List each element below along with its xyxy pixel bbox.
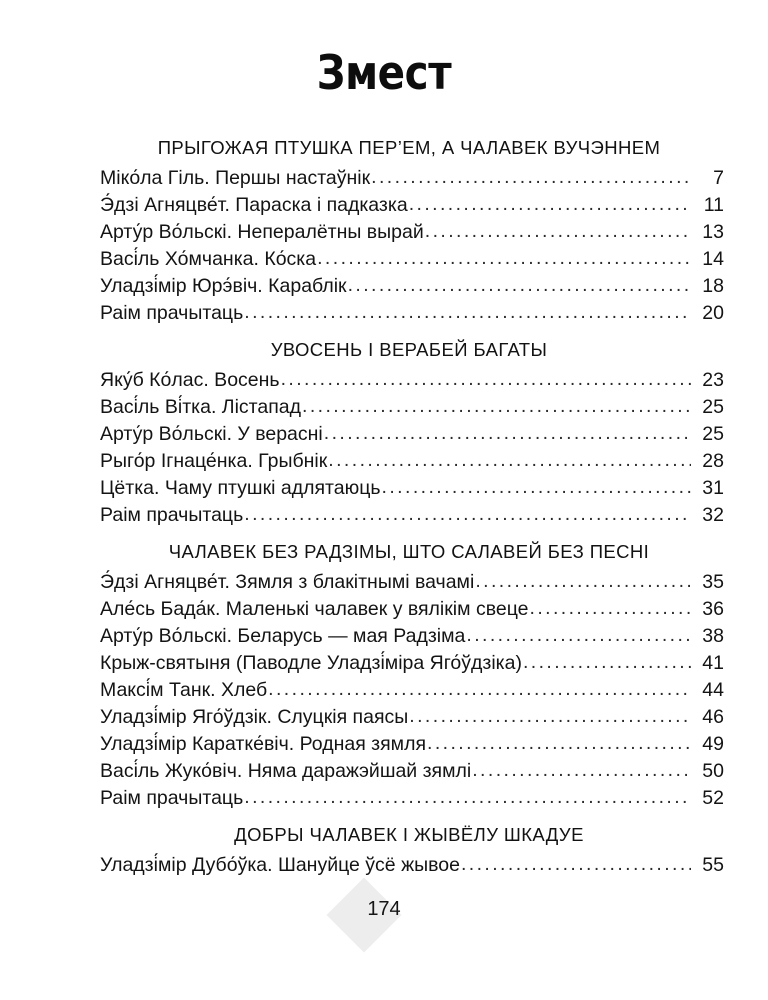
toc-entry-page: 11 (703, 194, 724, 216)
toc-entry-page: 28 (702, 450, 724, 472)
toc-entry-title: Раім прачытаць (100, 787, 244, 809)
toc-entry-title: Рыго́р Ігнаце́нка. Грыбнік (100, 450, 328, 472)
dot-leader (328, 447, 691, 474)
toc-entry[interactable] (100, 502, 724, 529)
toc-entry[interactable] (100, 367, 724, 394)
toc-entry-page: 35 (702, 571, 724, 593)
toc-entry-title: Раім прачытаць (100, 302, 244, 324)
folio-number: 174 (367, 898, 401, 920)
toc-entry-page: 38 (702, 625, 724, 647)
toc-entry-page: 23 (702, 369, 724, 391)
toc-entry-page: 25 (702, 423, 724, 445)
toc-entry-title: Васі́ль Ві́тка. Лістапад (100, 396, 302, 418)
toc-entry-title: Арту́р Во́льскі. У верасні (100, 423, 323, 445)
toc-entry-title: Максі́м Танк. Хлеб (100, 679, 268, 701)
section-header: ЧАЛАВЕК БЕЗ РАДЗІМЫ, ШТО САЛАВЕЙ БЕЗ ПЕСНІ (168, 541, 650, 562)
dot-leader (523, 649, 691, 676)
toc-entry-title: Васі́ль Хо́мчанка. Ко́ска (100, 248, 317, 270)
toc-entry-page: 52 (702, 787, 724, 809)
toc-entry[interactable] (100, 596, 724, 623)
toc-entry[interactable] (100, 273, 724, 300)
section-header: ДОБРЫ ЧАЛАВЕК І ЖЫВЁЛУ ШКАДУЕ (234, 824, 584, 845)
toc-entry-page: 13 (702, 221, 724, 243)
dot-leader (466, 622, 691, 649)
toc-entry-title: Уладзі́мір Юрэ́віч. Караблік (100, 275, 347, 297)
toc-entry-page: 36 (702, 598, 724, 620)
dot-leader (409, 191, 691, 218)
toc-entry-page: 44 (702, 679, 724, 701)
toc-entry[interactable] (100, 758, 724, 785)
toc-entry-page: 14 (702, 248, 724, 270)
dot-leader (324, 420, 691, 447)
toc-entry[interactable] (100, 165, 724, 192)
toc-entry-title: Мiко́ла Гіль. Першы настаўнік (100, 167, 371, 189)
toc-entry-page: 49 (702, 733, 724, 755)
toc-entry[interactable] (100, 852, 724, 879)
dot-leader (530, 595, 692, 622)
toc-entry-title: Э́дзі Агняцве́т. Зямля з блакітнымі вачамі (100, 571, 475, 593)
toc-entry[interactable] (100, 623, 724, 650)
toc-entry-page: 41 (702, 652, 724, 674)
toc-entry-title: Цётка. Чаму птушкі адлятаюць (100, 477, 381, 499)
toc-entry-title: Раім прачытаць (100, 504, 244, 526)
toc-entry[interactable] (100, 704, 724, 731)
toc-entry[interactable] (100, 448, 724, 475)
toc-entry-page: 32 (702, 504, 724, 526)
toc-entry[interactable] (100, 677, 724, 704)
toc-entry[interactable] (100, 192, 724, 219)
dot-leader (348, 272, 691, 299)
dot-leader (371, 164, 691, 191)
toc-entry-title: Крыж-святыня (Паводле Уладзі́міра Яго́ўдзіка) (100, 652, 522, 674)
dot-leader (317, 245, 691, 272)
toc-entry-title: Уладзі́мір Каратке́віч. Родная зямля (100, 733, 427, 755)
toc-entry[interactable] (100, 785, 724, 812)
toc-entry[interactable] (100, 246, 724, 273)
toc-entry-page: 20 (702, 302, 724, 324)
toc-entry[interactable] (100, 300, 724, 327)
toc-entry-page: 46 (702, 706, 724, 728)
toc-entry-title: Васі́ль Жуко́віч. Няма даражэйшай зямлі (100, 760, 472, 782)
dot-leader (302, 393, 691, 420)
dot-leader (427, 730, 691, 757)
toc-entry[interactable] (100, 394, 724, 421)
toc-section (100, 541, 724, 812)
page-footer (0, 876, 768, 956)
toc-section (100, 339, 724, 529)
dot-leader (244, 501, 691, 528)
toc-entry-page: 31 (702, 477, 724, 499)
section-header: УВОСЕНЬ І ВЕРАБЕЙ БАГАТЫ (270, 339, 548, 360)
toc-entry[interactable] (100, 219, 724, 246)
toc-entry-title: Яку́б Ко́лас. Восень (100, 369, 280, 391)
toc-content (0, 137, 768, 879)
toc-entry[interactable] (100, 475, 724, 502)
dot-leader (409, 703, 691, 730)
dot-leader (268, 676, 691, 703)
toc-entry-title: Арту́р Во́льскі. Нeпералётны вырай (100, 221, 424, 243)
dot-leader (425, 218, 691, 245)
dot-leader (382, 474, 691, 501)
toc-entry-title: Уладзі́мір Дубо́ўка. Шануйце ўсё жывое (100, 854, 460, 876)
toc-entry[interactable] (100, 650, 724, 677)
dot-leader (244, 784, 691, 811)
dot-leader (475, 568, 691, 595)
toc-entry[interactable] (100, 421, 724, 448)
toc-entry-title: Але́сь Бада́к. Маленькі чалавек у вялікім свеце (100, 598, 529, 620)
dot-leader (281, 366, 691, 393)
dot-leader (461, 851, 691, 878)
toc-entry-title: Арту́р Во́льскі. Беларусь — мая Радзіма (100, 625, 466, 647)
toc-entry-page: 25 (702, 396, 724, 418)
toc-entry-title: Э́дзі Агняцве́т. Параска і падказка (100, 194, 408, 216)
toc-entry-page: 55 (702, 854, 724, 876)
toc-entry[interactable] (100, 731, 724, 758)
toc-entry[interactable] (100, 569, 724, 596)
toc-entry-page: 50 (702, 760, 724, 782)
toc-entry-title: Уладзі́мір Яго́ўдзік. Слуцкія паясы (100, 706, 409, 728)
dot-leader (472, 757, 691, 784)
dot-leader (244, 299, 691, 326)
section-header: ПРЫГОЖАЯ ПТУШКА ПЕР’ЕМ, А ЧАЛАВЕК ВУЧЭННЕМ (157, 137, 661, 158)
toc-entry-page: 7 (713, 167, 724, 189)
toc-section (100, 137, 724, 327)
toc-section (100, 824, 724, 879)
page-title: Змест (316, 46, 452, 101)
toc-entry-page: 18 (702, 275, 724, 297)
